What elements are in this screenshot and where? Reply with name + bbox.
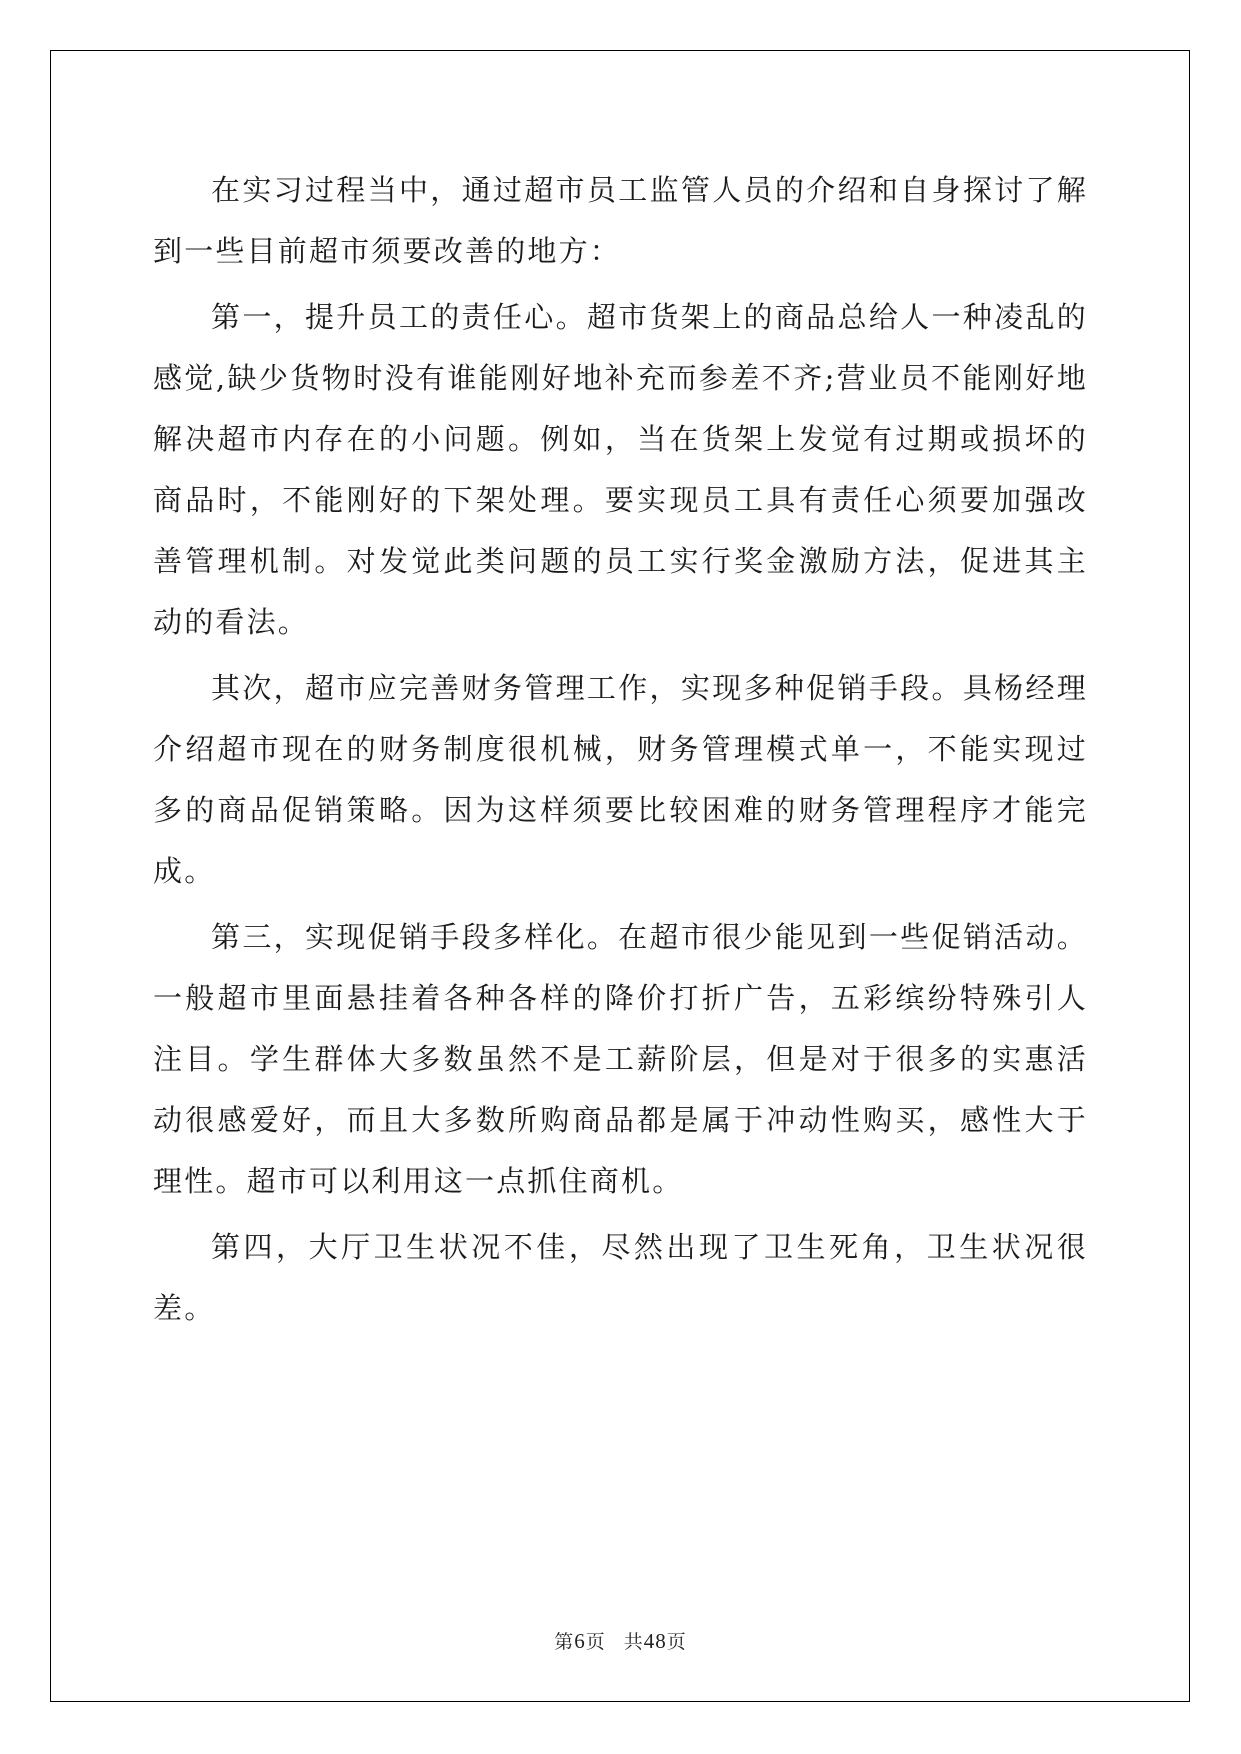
paragraph-fourth-point: 第四，大厅卫生状况不佳，尽然出现了卫生死角，卫生状况很差。 xyxy=(153,1230,1088,1325)
paragraph-second-point: 其次，超市应完善财务管理工作，实现多种促销手段。具杨经理介绍超市现在的财务制度很机械，财务管理模式单一，不能实现过多的商品促销策略。因为这样须要比较困难的财务管理程序才能完成。 xyxy=(153,671,1088,888)
page-footer xyxy=(0,1627,1241,1654)
page-prefix: 第 xyxy=(554,1631,575,1653)
page-suffix: 页 xyxy=(585,1631,606,1653)
total-prefix: 共 xyxy=(623,1631,644,1653)
total-suffix: 页 xyxy=(666,1631,687,1653)
document-body xyxy=(153,160,1088,1344)
page-number: 6 xyxy=(574,1629,586,1653)
total-pages: 48 xyxy=(643,1629,667,1653)
paragraph-intro: 在实习过程当中，通过超市员工监管人员的介绍和自身探讨了解到一些目前超市须要改善的地方： xyxy=(153,173,1088,268)
paragraph-third-point: 第三，实现促销手段多样化。在超市很少能见到一些促销活动。一般超市里面悬挂着各种各样的降价打折广告，五彩缤纷特殊引人注目。学生群体大多数虽然不是工薪阶层，但是对于很多的实惠活动很感爱好，而且大多数所购商品都是属于冲动性购买，感性大于理性。超市可以利用这一点抓住商机。 xyxy=(153,920,1088,1198)
paragraph-first-point: 第一，提升员工的责任心。超市货架上的商品总给人一种凌乱的感觉,缺少货物时没有谁能刚好地补充而参差不齐;营业员不能刚好地解决超市内存在的小问题。例如，当在货架上发觉有过期或损坏的商品时，不能刚好的下架处理。要实现员工具有责任心须要加强改善管理机制。对发觉此类问题的员工实行奖金激励方法，促进其主动的看法。 xyxy=(153,300,1088,639)
